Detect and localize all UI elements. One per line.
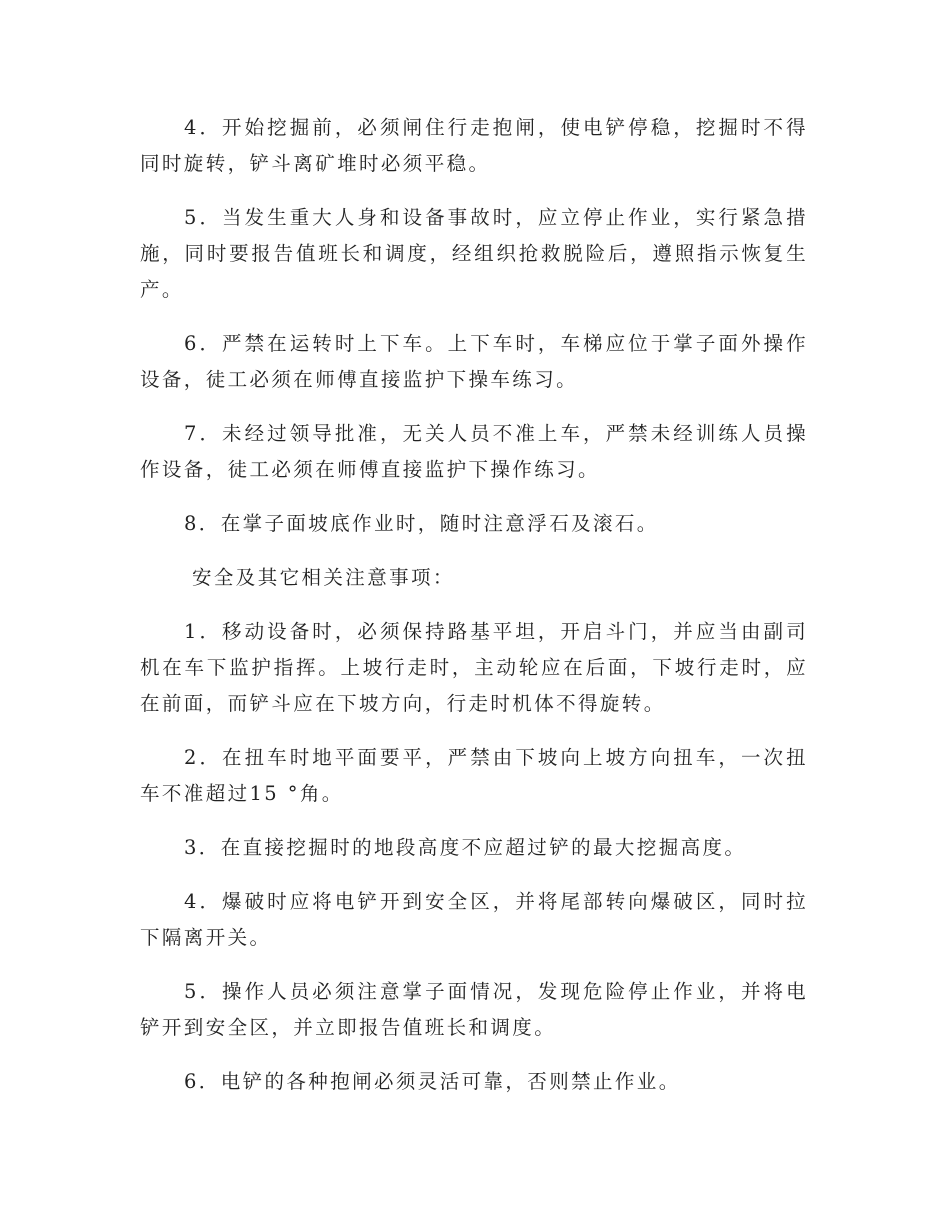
safety-item-6: 6．电铲的各种抱闸必须灵活可靠，否则禁止作业。	[184, 1070, 681, 1093]
paragraph-item-4: 4．开始挖掘前，必须闸住行走抱闸，使电铲停稳，挖掘时不得同时旋转，铲斗离矿堆时必须平稳。	[140, 116, 808, 175]
paragraph-item-6: 6．严禁在运转时上下车。上下车时，车梯应位于掌子面外操作设备，徒工必须在师傅直接监护下操车练习。	[140, 332, 808, 391]
safety-item-5: 5．操作人员必须注意掌子面情况，发现危险停止作业，并将电铲开到安全区，并立即报告值班长和调度。	[140, 980, 808, 1039]
safety-item-3: 3．在直接挖掘时的地段高度不应超过铲的最大挖掘高度。	[184, 836, 747, 859]
section-heading: 安全及其它相关注意事项：	[192, 566, 455, 589]
paragraph-item-8: 8．在掌子面坡底作业时，随时注意浮石及滚石。	[184, 512, 659, 535]
safety-item-4: 4．爆破时应将电铲开到安全区，并将尾部转向爆破区，同时拉下隔离开关。	[140, 890, 808, 949]
document-body	[140, 110, 808, 1118]
safety-item-2: 2．在扭车时地平面要平，严禁由下坡向上坡方向扭车，一次扭车不准超过15 °角。	[140, 746, 808, 805]
paragraph-item-7: 7．未经过领导批准，无关人员不准上车，严禁未经训练人员操作设备，徒工必须在师傅直接监护下操作练习。	[140, 422, 808, 481]
paragraph-item-5: 5．当发生重大人身和设备事故时，应立停止作业，实行紧急措施，同时要报告值班长和调度，经组织抢救脱险后，遵照指示恢复生产。	[140, 206, 808, 301]
safety-item-1: 1．移动设备时，必须保持路基平坦，开启斗门，并应当由副司机在车下监护指挥。上坡行走时，主动轮应在后面，下坡行走时，应在前面，而铲斗应在下坡方向，行走时机体不得旋转。	[140, 620, 808, 715]
